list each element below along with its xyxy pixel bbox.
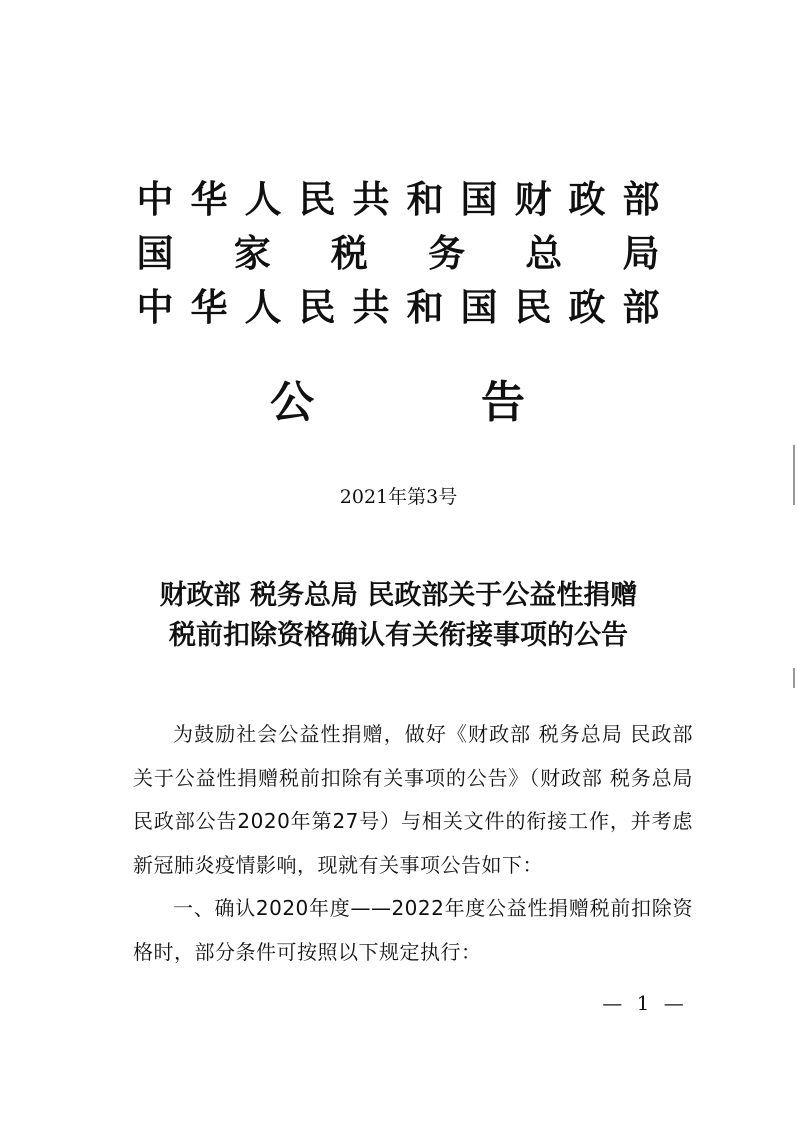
body-text	[133, 713, 693, 974]
heading-line: 税前扣除资格确认有关衔接事项的公告	[169, 620, 628, 651]
issuer-char: 国	[136, 231, 174, 275]
scan-edge-mark	[793, 445, 795, 505]
announcement-heading	[60, 576, 737, 656]
body-paragraph: 一、确认2020年度——2022年度公益性捐赠税前扣除资格时，部分条件可按照以下规定执行：	[133, 896, 693, 964]
issuer-char: 局	[622, 231, 660, 275]
issuer-char: 部	[622, 177, 660, 221]
issuer-char: 和	[406, 285, 444, 329]
scan-edge-mark	[793, 668, 795, 688]
issuer-char: 政	[568, 177, 606, 221]
issuer-state-taxation-administration	[133, 226, 663, 280]
notice-title	[265, 375, 530, 431]
issuer-char: 国	[460, 177, 498, 221]
issuer-char: 人	[244, 285, 282, 329]
issuer-char: 共	[352, 285, 390, 329]
issuer-char: 共	[352, 177, 390, 221]
issuer-char: 中	[136, 285, 174, 329]
issuer-char: 民	[298, 177, 336, 221]
issuer-char: 民	[298, 285, 336, 329]
issuer-char: 政	[568, 285, 606, 329]
issuer-char: 中	[136, 177, 174, 221]
issuing-authorities	[133, 172, 663, 334]
heading-line: 财政部 税务总局 民政部关于公益性捐赠	[159, 580, 638, 611]
issuer-char: 家	[233, 231, 271, 275]
issuer-char: 民	[514, 285, 552, 329]
issuer-ministry-of-civil-affairs	[133, 280, 663, 334]
body-paragraph: 为鼓励社会公益性捐赠，做好《财政部 税务总局 民政部关于公益性捐赠税前扣除有关事项的公告》（财政部 税务总局 民政部公告2020年第27号）与相关文件的衔接工作，并考虑新冠肺炎疫情影响，现就有关事项公告如下：	[133, 722, 693, 877]
issuer-char: 人	[244, 177, 282, 221]
issuer-char: 和	[406, 177, 444, 221]
issuer-char: 务	[428, 231, 466, 275]
issuer-char: 税	[330, 231, 368, 275]
page-number: — 1 —	[602, 991, 688, 1015]
issuer-char: 华	[190, 177, 228, 221]
issuer-char: 国	[460, 285, 498, 329]
issuer-char: 财	[514, 177, 552, 221]
document-number: 2021年第3号	[339, 486, 458, 508]
issuer-char: 华	[190, 285, 228, 329]
issuer-char: 总	[525, 231, 563, 275]
notice-title-char: 公	[270, 377, 314, 428]
issuer-ministry-of-finance	[133, 172, 663, 226]
notice-title-char: 告	[481, 377, 525, 428]
issuer-char: 部	[622, 285, 660, 329]
